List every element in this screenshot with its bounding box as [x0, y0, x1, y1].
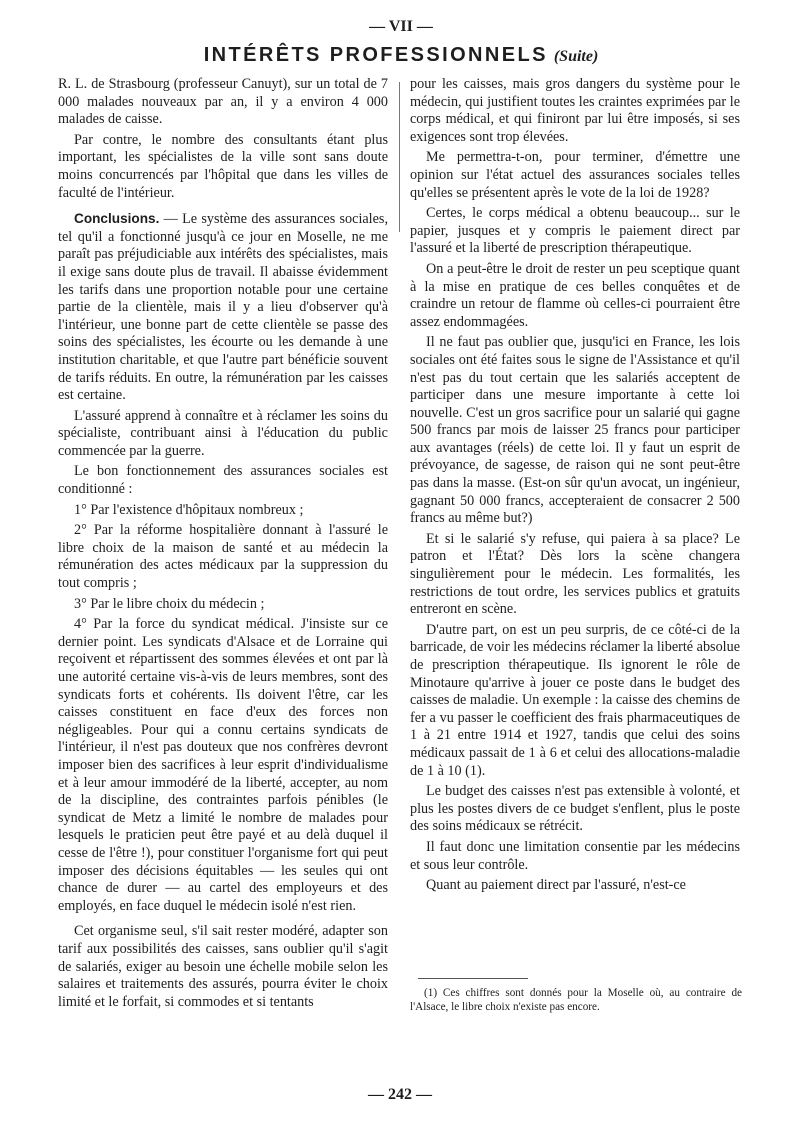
- paragraph: Certes, le corps médical a obtenu beaucoup... sur le papier, jusques et y compris le paiement direct par l'assuré et la liberté de prescription thérapeutique.: [410, 205, 740, 257]
- list-item: 2° Par la réforme hospitalière donnant à l'assuré le libre choix de la maison de santé et au médecin la rémunération des actes médicaux par la suppression du tout compris ;: [58, 522, 388, 592]
- paragraph: Quant au paiement direct par l'assuré, n'est-ce: [426, 877, 686, 894]
- paragraph-conclusions: [58, 210, 388, 405]
- paragraph: Le budget des caisses n'est pas extensible à volonté, et plus les postes divers de ce budget s'enflent, plus le poste des soins médicaux se rétrécit.: [410, 783, 740, 835]
- paragraph: Cet organisme seul, s'il sait rester modéré, adapter son tarif aux possibilités des caisses, sans oublier qu'il s'agit de salariés, exiger au besoin une échelle mobile selon les salaires et traitements des assurés, pourra éviter le choix limité et le forfait, si commodes et si tentants: [58, 923, 388, 1010]
- footnote-divider: [418, 978, 528, 979]
- left-column: [58, 76, 388, 1014]
- paragraph: Le bon fonctionnement des assurances sociales est conditionné :: [58, 463, 388, 498]
- paragraph: D'autre part, on est un peu surpris, de ce côté-ci de la barricade, de voir les médecins réclamer la liberté absolue de prescription thérapeutique. Ils ignorent le rôle de Minotaure qu'arrive à jouer ce poste dans le budget des caisses de maladie. Un exemple : la caisse des chemins de fer a vu passer le coefficient des frais pharmaceutiques de 1 à 21 entre 1914 et 1927, tandis que celui des soins médicaux passait de 1 à 6 et celui des allocations-maladie de 1 à 10 (1).: [410, 621, 740, 779]
- list-item: 3° Par le libre choix du médecin ;: [74, 595, 265, 612]
- list-item: 1° Par l'existence d'hôpitaux nombreux ;: [74, 501, 304, 518]
- section-title: [58, 40, 744, 70]
- list-item: 4° Par la force du syndicat médical. J'insiste sur ce dernier point. Les syndicats d'Alsace et de Lorraine qui reçoivent et répartissent des sommes élevées et ont par là une autorité certaine vis-à-vis de leurs membres, sont des syndicats forts et cohérents. Ils doivent l'être, car les caisses constituent en face d'eux des forces non négligeables. Pour qui a connu certains syndicats de l'intérieur, il n'est pas douteux que nos confrères devront imposer bien des sacrifices à leur esprit d'individualisme et à leur amour immodéré de la liberté, accepter, au nom de la discipline, des contraintes parfois pénibles (le syndicat de Metz a limité le nombre de malades pour lesquels le praticien peut être payé et au delà duquel il cesse de l'être !), pour constituer l'organisme fort qui peut imposer des décisions équitables — les seules qui ont chance de durer — au cartel des employeurs et des employés, en face duquel le médecin isolé n'est rien.: [58, 616, 388, 914]
- paragraph: On a peut-être le droit de rester un peu sceptique quant à la mise en pratique de ces belles conquêtes et de craindre un retour de flamme où celles-ci pourraient être assez endommagées.: [410, 260, 740, 330]
- section-title-text: INTÉRÊTS PROFESSIONNELS: [203, 44, 548, 66]
- conclusions-text: — Le système des assurances sociales, tel qu'il a fonctionné jusqu'à ce jour en Moselle, ne me paraît pas préjudiciable aux intérêts des spécialistes, mais il exige sans doute plus de travail. Il abaisse évidemment les tarifs dans une proportion notable pour une certaine partie de la clientèle, mais il y a lieu d'observer qu'à l'intérieur, une bonne part de cette clientèle se passe des soins des spécialistes, les écourte ou les demande à une institution charitable, et que l'autre part bénéficie souvent de tarifs réduits. En outre, la rémunération par les caisses est certaine.: [58, 211, 388, 404]
- paragraph: Et si le salarié s'y refuse, qui paiera à sa place? Le patron et l'État? Dès lors la scène changera singulièrement pour le médecin. Les formalités, les restrictions de tout ordre, les services publics et gratuits entreront en scène.: [410, 530, 740, 618]
- two-column-body: [58, 76, 744, 1052]
- paragraph: Me permettra-t-on, pour terminer, d'émettre une opinion sur l'état actuel des assurances sociales telles qu'elles se présentent après le vote de la loi de 1928?: [410, 149, 740, 201]
- page-roman-numeral: — VII —: [369, 18, 433, 35]
- conclusions-heading: Conclusions.: [74, 211, 160, 227]
- footnote: (1) Ces chiffres sont donnés pour la Moselle où, au contraire de l'Alsace, le libre choix n'existe pas encore.: [410, 987, 742, 1013]
- paragraph: Par contre, le nombre des consultants étant plus important, les spécialistes de la ville sont sans doute moins concurrencés par l'hôpital que dans les villes de faculté de l'intérieur.: [58, 131, 388, 201]
- column-divider: [399, 82, 400, 232]
- page-number: — 242 —: [368, 1086, 432, 1103]
- paragraph: Il ne faut pas oublier que, jusqu'ici en France, les lois sociales ont été faites sous le signe de l'Assistance et qu'il n'est pas du tout certain que les salariés acceptent de participer dans une mesure importante à cette loi nouvelle. C'est un gros sacrifice pour un salarié qui gagne 500 francs par mois de laisser 25 francs pour participer aux avantages (réels) de cette loi. Il y faut un esprit de prévoyance, de sagesse, de raison qui ne sont peut-être pas dans la masse. (Est-on sûr qu'un avocat, un ingénieur, gagnant 50 000 francs, accepteraient de consacrer 2 500 francs au même but?): [410, 334, 740, 527]
- paragraph: pour les caisses, mais gros dangers du système pour le médecin, qui justifient toutes les craintes exprimées par le corps médical, et qui finiront par lui être imposés, si ses exigences sont trop élevées.: [410, 76, 740, 145]
- right-column: [410, 76, 740, 898]
- paragraph: Il faut donc une limitation consentie par les médecins et sous leur contrôle.: [410, 838, 740, 873]
- paragraph: R. L. de Strasbourg (professeur Canuyt), sur un total de 7 000 malades nouveaux par an, il y a environ 4 000 malades de caisse.: [58, 76, 388, 128]
- section-title-suite: (Suite): [553, 48, 599, 65]
- paragraph: L'assuré apprend à connaître et à réclamer les soins du spécialiste, contribuant ainsi à l'éducation du public commencée par la guerre.: [58, 407, 388, 459]
